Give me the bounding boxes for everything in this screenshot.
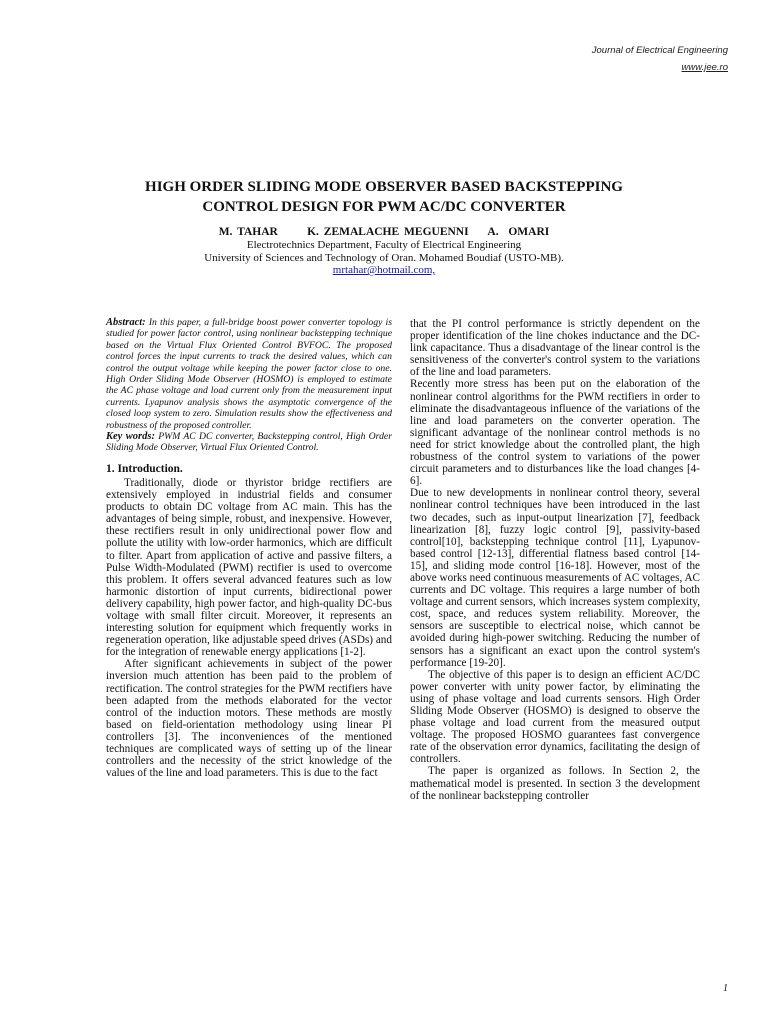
right-column — [410, 318, 700, 802]
title-line-2: CONTROL DESIGN FOR PWM AC/DC CONVERTER — [202, 199, 566, 215]
author-email[interactable]: mrtahar@hotmail.com, — [332, 264, 436, 276]
section-heading-introduction: 1. Introduction. — [106, 462, 183, 475]
journal-name: Journal of Electrical Engineering — [591, 45, 728, 56]
keywords-label: Key words: — [106, 431, 155, 443]
abstract — [106, 317, 392, 431]
title-line-1: HIGH ORDER SLIDING MODE OBSERVER BASED BACKSTEPPING — [145, 179, 623, 195]
intro-paragraph-5: Due to new developments in nonlinear control theory, several nonlinear control techniques have been introduced in the last two decades, such as input-output linearization [7], feedback linearization [8], fuzzy logic control [9], passivity-based control[10], backstepping technique control [11], Lyapunov-based control [12-13], differential flatness based control [14-15], and sliding mode control [16-18]. However, most of the above works need continuous measurements of AC voltages, AC currents and DC voltage. This requires a large number of both voltage and current sensors, which increases system complexity, cost, space, and reduces system reliability. Moreover, the sensors are susceptible to electrical noise, which cannot be avoided during high-power switching. Reducing the number of sensors has a significant an exact upon the control system's performance [19-20]. — [410, 487, 700, 669]
intro-paragraph-6: The objective of this paper is to design an efficient AC/DC power converter with unity power factor, by eliminating the using of phase voltage and load currents sensors. High Order Sliding Mode Observer (HOSMO) is designed to observe the phase voltage and load current from the measured output voltage. The proposed HOSMO guarantees fast convergence rate of the observation error dynamics, facilitating the design of controllers. — [410, 668, 700, 766]
journal-url[interactable]: www.jee.ro — [681, 62, 728, 73]
intro-paragraph-4: Recently more stress has been put on the elaboration of the nonlinear control algorithms for the PWM rectifiers in order to eliminate the disadvantageous influence of the variations of the line and load parameters on the converter operation. The significant advantage of the nonlinear control methods is no need for strict knowledge about the controlled plant, the high robustness of the control system to variations of the power circuit parameters and to disturbances like the load changes [4-6]. — [410, 378, 700, 488]
abstract-text: In this paper, a full-bridge boost power converter topology is studied for power factor control, using nonlinear backstepping technique based on the Virtual Flux Oriented Control BVFOC. The proposed control forces the input currents to track the desired values, which can control the output voltage while keeping the power factor close to one. High Order Sliding Mode Observer (HOSMO) is employed to estimate the AC phase voltage and load current only from the measurement input currents. Lyapunov analysis shows the asymptotic convergence of the closed loop system to zero. Simulation results show the effectiveness and robustness of the proposed controller. — [106, 317, 392, 431]
affiliation-line-1: Electrotechnics Department, Faculty of Electrical Engineering — [246, 239, 522, 251]
abstract-label: Abstract: — [106, 317, 146, 328]
authors: M. TAHAR K. ZEMALACHE MEGUENNI A. OMARI — [218, 226, 550, 238]
intro-paragraph-7: The paper is organized as follows. In Section 2, the mathematical model is presented. In section 3 the development of the nonlinear backstepping controller — [410, 765, 700, 802]
page-number: 1 — [723, 983, 728, 994]
left-column — [106, 317, 392, 779]
intro-paragraph-2: After significant achievements in subject of the power inversion much attention has been paid to the problem of rectification. The control strategies for the PWM rectifiers have been adapted from the methods elaborated for the vector control of the induction motors. These methods are mostly based on field-orientation methodology using linear PI controllers [3]. The inconveniences of the mentioned techniques are complicated ways of setting up of the linear controllers and the necessity of the strict knowledge of the values of the line and load parameters. This is due to the fact — [106, 658, 392, 780]
keywords — [106, 431, 392, 454]
intro-paragraph-3: that the PI control performance is strictly dependent on the proper identification of the line chokes inductance and the DC-link capacitance. Thus a disadvantage of the linear control is the sensitiveness of the converter's control system to the variations of the line and load parameters. — [410, 318, 700, 379]
intro-paragraph-1: Traditionally, diode or thyristor bridge rectifiers are extensively employed in industrial fields and consumer products to obtain DC voltage from AC main. This has the advantages of being simple, robust, and inexpensive. However, these rectifiers result in only unidirectional power flow and pollute the utility with low-order harmonics, which are difficult to filter. Apart from application of active and passive filters, a Pulse Width-Modulated (PWM) rectifier is used to overcome this problem. It offers several advanced features such as low harmonic distortion of input currents, bidirectional power delivery capability, high power factor, and high-quality DC-bus voltage with small filter circuit. Moreover, it represents an interesting solution for equipment which frequently works in regeneration operation, like adjustable speed drives (ASDs) and for the integration of renewable energy applications [1-2]. — [106, 476, 392, 659]
keywords-text: PWM AC DC converter, Backstepping control, High Order Sliding Mode Observer, Virtual Flux Oriented Control. — [106, 431, 393, 454]
affiliation-line-2: University of Sciences and Technology of Oran. Mohamed Boudiaf (USTO-MB). — [204, 251, 564, 264]
paper-title — [60, 177, 708, 217]
